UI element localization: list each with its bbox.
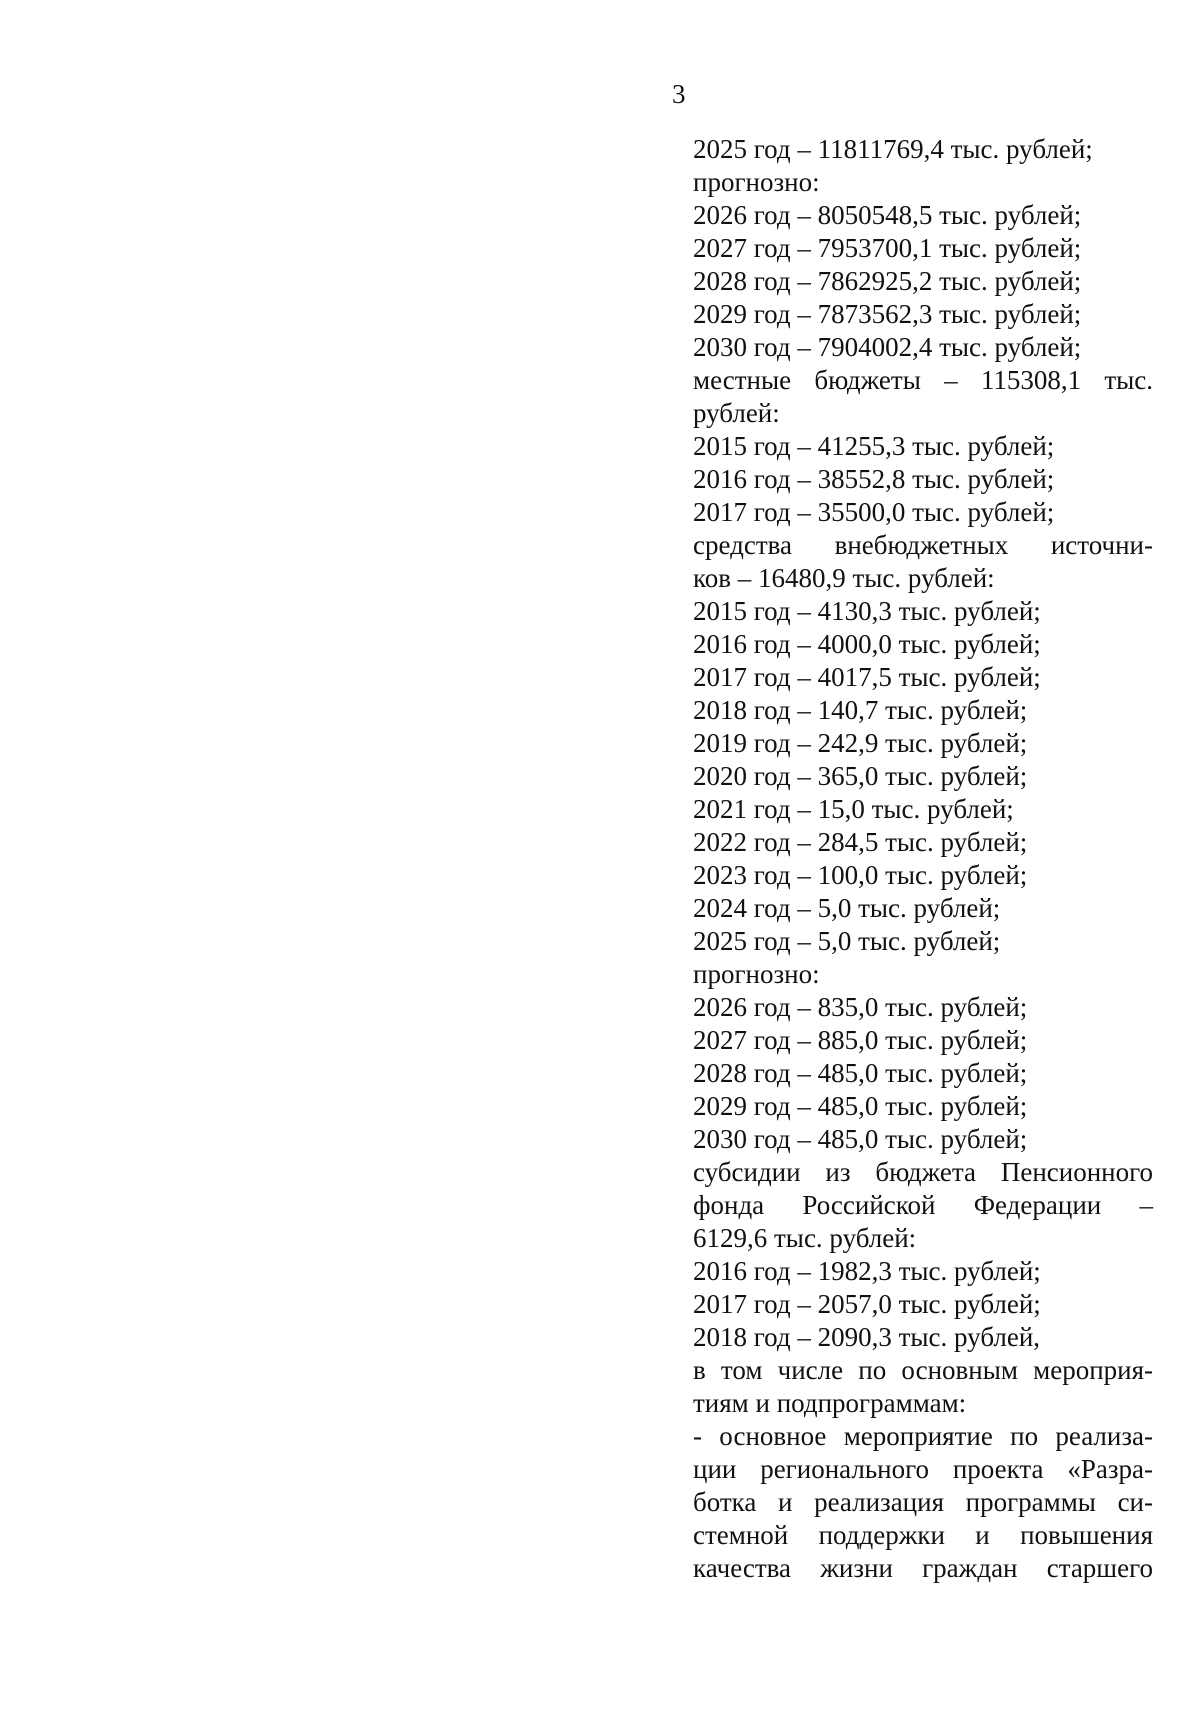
text-line: 2030 год – 485,0 тыс. рублей; bbox=[693, 1124, 1028, 1154]
text-line: 2023 год – 100,0 тыс. рублей; bbox=[693, 860, 1028, 890]
text-line: ботка и реализация программы си- bbox=[693, 1487, 1153, 1517]
text-line: 2015 год – 4130,3 тыс. рублей; bbox=[693, 596, 1041, 626]
text-line: рублей: bbox=[693, 398, 780, 428]
page-number: 3 bbox=[672, 79, 686, 109]
text-line: 2020 год – 365,0 тыс. рублей; bbox=[693, 761, 1028, 791]
text-line: 2028 год – 485,0 тыс. рублей; bbox=[693, 1058, 1028, 1088]
text-line: фонда Российской Федерации – bbox=[693, 1190, 1153, 1220]
text-line: в том числе по основным мероприя- bbox=[693, 1355, 1153, 1385]
text-line: 2027 год – 885,0 тыс. рублей; bbox=[693, 1025, 1028, 1055]
text-line: 2017 год – 2057,0 тыс. рублей; bbox=[693, 1289, 1041, 1319]
text-line: качества жизни граждан старшего bbox=[693, 1553, 1153, 1583]
text-line: 2018 год – 2090,3 тыс. рублей, bbox=[693, 1322, 1041, 1352]
text-line: - основное мероприятие по реализа- bbox=[693, 1421, 1153, 1451]
text-line: 2019 год – 242,9 тыс. рублей; bbox=[693, 728, 1028, 758]
text-line: местные бюджеты – 115308,1 тыс. bbox=[693, 365, 1153, 395]
text-line: 2026 год – 835,0 тыс. рублей; bbox=[693, 992, 1028, 1022]
text-line: 2016 год – 38552,8 тыс. рублей; bbox=[693, 464, 1055, 494]
text-line: прогнозно: bbox=[693, 167, 820, 197]
text-line: 2025 год – 5,0 тыс. рублей; bbox=[693, 926, 1001, 956]
text-line: 6129,6 тыс. рублей: bbox=[693, 1223, 917, 1253]
text-line: субсидии из бюджета Пенсионного bbox=[693, 1157, 1153, 1187]
text-line: 2016 год – 4000,0 тыс. рублей; bbox=[693, 629, 1041, 659]
text-line: 2028 год – 7862925,2 тыс. рублей; bbox=[693, 266, 1082, 296]
text-line: стемной поддержки и повышения bbox=[693, 1520, 1153, 1550]
text-line: ков – 16480,9 тыс. рублей: bbox=[693, 563, 995, 593]
text-line: 2030 год – 7904002,4 тыс. рублей; bbox=[693, 332, 1082, 362]
text-line: ции регионального проекта «Разра- bbox=[693, 1454, 1153, 1484]
text-line: 2015 год – 41255,3 тыс. рублей; bbox=[693, 431, 1055, 461]
text-line: 2017 год – 35500,0 тыс. рублей; bbox=[693, 497, 1055, 527]
text-line: 2017 год – 4017,5 тыс. рублей; bbox=[693, 662, 1041, 692]
text-line: 2029 год – 7873562,3 тыс. рублей; bbox=[693, 299, 1082, 329]
text-line: 2026 год – 8050548,5 тыс. рублей; bbox=[693, 200, 1082, 230]
text-line: тиям и подпрограммам: bbox=[693, 1388, 967, 1418]
text-line: 2025 год – 11811769,4 тыс. рублей; bbox=[693, 134, 1093, 164]
text-line: 2022 год – 284,5 тыс. рублей; bbox=[693, 827, 1028, 857]
text-line: 2018 год – 140,7 тыс. рублей; bbox=[693, 695, 1028, 725]
text-line: 2029 год – 485,0 тыс. рублей; bbox=[693, 1091, 1028, 1121]
text-line: 2024 год – 5,0 тыс. рублей; bbox=[693, 893, 1001, 923]
text-line: прогнозно: bbox=[693, 959, 820, 989]
text-line: 2021 год – 15,0 тыс. рублей; bbox=[693, 794, 1014, 824]
text-line: 2016 год – 1982,3 тыс. рублей; bbox=[693, 1256, 1041, 1286]
text-column bbox=[693, 133, 1153, 1585]
text-line: 2027 год – 7953700,1 тыс. рублей; bbox=[693, 233, 1082, 263]
text-line: средства внебюджетных источни- bbox=[693, 530, 1153, 560]
